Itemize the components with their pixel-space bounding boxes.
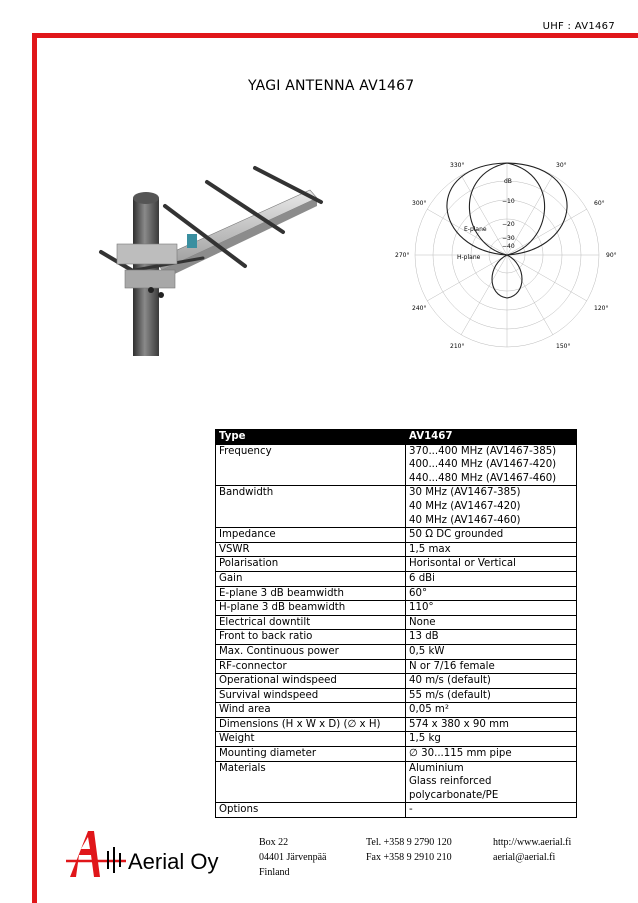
header-type: Type: [216, 430, 406, 445]
spec-value-line: polycarbonate/PE: [409, 789, 499, 801]
spec-value-line: None: [409, 616, 436, 628]
angle-label: 60°: [594, 200, 605, 207]
spec-parameter: Mounting diameter: [216, 747, 406, 762]
spec-parameter: Polarisation: [216, 557, 406, 572]
spec-value: [406, 571, 577, 586]
spec-value-line: ∅ 30...115 mm pipe: [409, 748, 512, 760]
spec-value-line: 0,05 m²: [409, 704, 449, 716]
spec-value-line: 370...400 MHz (AV1467-385): [409, 445, 557, 457]
spec-value: [406, 688, 577, 703]
table-row: [216, 717, 577, 732]
spec-value: [406, 717, 577, 732]
angle-label: 150°: [556, 343, 571, 350]
radiation-pattern-diagram: [392, 155, 620, 355]
spec-parameter: Materials: [216, 761, 406, 803]
table-row: [216, 674, 577, 689]
table-row: [216, 486, 577, 528]
spec-parameter: Survival windspeed: [216, 688, 406, 703]
spec-value-line: 40 MHz (AV1467-460): [409, 514, 521, 526]
email-link[interactable]: aerial@aerial.fi: [493, 852, 556, 863]
spec-value-line: Glass reinforced: [409, 776, 492, 788]
spec-parameter: Impedance: [216, 528, 406, 543]
spec-value: [406, 444, 577, 486]
spec-value-line: 55 m/s (default): [409, 689, 491, 701]
spec-parameter: Operational windspeed: [216, 674, 406, 689]
table-row: [216, 586, 577, 601]
spec-parameter: Frequency: [216, 444, 406, 486]
table-row: [216, 444, 577, 486]
spec-value: [406, 615, 577, 630]
spec-value-line: 574 x 380 x 90 mm: [409, 718, 509, 730]
table-row: [216, 747, 577, 762]
address-line: 04401 Järvenpää: [259, 852, 327, 863]
spec-parameter: Bandwidth: [216, 486, 406, 528]
aerial-oy-logo: [66, 825, 248, 881]
table-row: [216, 615, 577, 630]
spec-value-line: Aluminium: [409, 762, 464, 774]
spec-value-line: 1,5 max: [409, 543, 451, 555]
db-label: −20: [502, 221, 515, 228]
specification-table: [215, 429, 577, 818]
address-line: Box 22: [259, 837, 289, 848]
address-line: Finland: [259, 867, 290, 878]
spec-value: [406, 703, 577, 718]
spec-value-line: 30 MHz (AV1467-385): [409, 487, 521, 499]
spec-value-line: 1,5 kg: [409, 733, 441, 745]
spec-parameter: Wind area: [216, 703, 406, 718]
db-label: −30: [502, 235, 515, 242]
header-model: AV1467: [406, 430, 577, 445]
document-code: UHF : AV1467: [542, 21, 615, 32]
db-label: −10: [502, 198, 515, 205]
footer-address: [259, 835, 326, 880]
angle-label: 330°: [450, 162, 465, 169]
spec-value-line: 0,5 kW: [409, 645, 445, 657]
spec-value: [406, 747, 577, 762]
page-title: YAGI ANTENNA AV1467: [248, 78, 415, 94]
spec-value: [406, 528, 577, 543]
db-label: −40: [502, 243, 515, 250]
spec-value-line: 60°: [409, 587, 428, 599]
e-plane-label: E-plane: [464, 226, 487, 233]
spec-parameter: Options: [216, 803, 406, 818]
spec-value: [406, 542, 577, 557]
spec-value-line: 50 Ω DC grounded: [409, 529, 504, 541]
table-row: [216, 644, 577, 659]
table-row: [216, 732, 577, 747]
spec-value-line: Horisontal or Vertical: [409, 558, 517, 570]
spec-value: [406, 586, 577, 601]
footer-phone: [366, 835, 452, 865]
spec-value: [406, 644, 577, 659]
angle-label: 210°: [450, 343, 465, 350]
table-row: [216, 761, 577, 803]
table-row: [216, 688, 577, 703]
table-row: [216, 659, 577, 674]
angle-label: 30°: [556, 162, 567, 169]
spec-parameter: Dimensions (H x W x D) (∅ x H): [216, 717, 406, 732]
website-link[interactable]: http://www.aerial.fi: [493, 837, 572, 848]
h-plane-label: H-plane: [457, 254, 481, 261]
table-row: [216, 528, 577, 543]
spec-value: [406, 659, 577, 674]
spec-parameter: H-plane 3 dB beamwidth: [216, 601, 406, 616]
spec-value: [406, 630, 577, 645]
spec-value: [406, 601, 577, 616]
table-row: [216, 630, 577, 645]
spec-value-line: 6 dBi: [409, 572, 436, 584]
spec-value-line: -: [409, 804, 413, 816]
spec-value-line: 400...440 MHz (AV1467-420): [409, 459, 557, 471]
angle-label: 300°: [412, 200, 427, 207]
spec-parameter: Front to back ratio: [216, 630, 406, 645]
spec-value-line: N or 7/16 female: [409, 660, 495, 672]
red-border-horizontal: [32, 33, 638, 38]
phone-line: Tel. +358 9 2790 120: [366, 837, 452, 848]
table-row: [216, 601, 577, 616]
svg-text:Aerial Oy: Aerial Oy: [128, 849, 219, 874]
red-border-vertical: [32, 33, 37, 903]
spec-parameter: VSWR: [216, 542, 406, 557]
angle-label: 270°: [395, 252, 410, 259]
spec-value: [406, 674, 577, 689]
spec-value-line: 110°: [409, 602, 434, 614]
spec-value-line: 40 m/s (default): [409, 675, 491, 687]
spec-value: [406, 761, 577, 803]
spec-parameter: Weight: [216, 732, 406, 747]
table-row: [216, 703, 577, 718]
spec-value: [406, 732, 577, 747]
table-row: [216, 803, 577, 818]
antenna-illustration: [95, 140, 365, 360]
angle-label: 120°: [594, 305, 609, 312]
spec-parameter: Max. Continuous power: [216, 644, 406, 659]
spec-parameter: Electrical downtilt: [216, 615, 406, 630]
table-row: [216, 557, 577, 572]
spec-value-line: 40 MHz (AV1467-420): [409, 500, 521, 512]
spec-parameter: E-plane 3 dB beamwidth: [216, 586, 406, 601]
spec-value-line: 13 dB: [409, 631, 439, 643]
fax-line: Fax +358 9 2910 210: [366, 852, 452, 863]
angle-label: 90°: [606, 252, 617, 259]
table-header-row: [216, 430, 577, 445]
footer-web: [493, 835, 571, 865]
table-row: [216, 571, 577, 586]
spec-parameter: Gain: [216, 571, 406, 586]
spec-value: [406, 803, 577, 818]
spec-value: [406, 486, 577, 528]
spec-value-line: 440...480 MHz (AV1467-460): [409, 472, 557, 484]
table-row: [216, 542, 577, 557]
spec-parameter: RF-connector: [216, 659, 406, 674]
angle-label: 240°: [412, 305, 427, 312]
spec-value: [406, 557, 577, 572]
db-label: dB: [504, 178, 512, 185]
